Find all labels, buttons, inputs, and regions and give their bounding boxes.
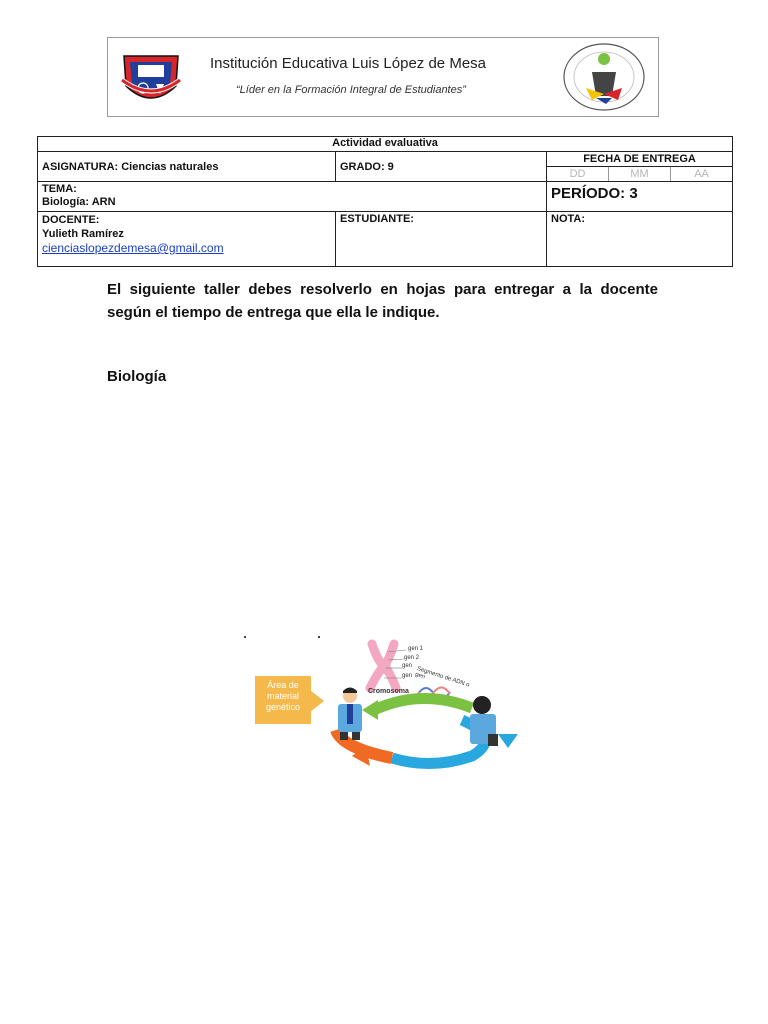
section-title: Biología <box>107 368 167 385</box>
gene-label: gen <box>402 673 413 679</box>
grado-cell: GRADO: 9 <box>336 152 547 182</box>
person-icon <box>338 688 362 741</box>
school-shield-logo <box>116 50 186 112</box>
table-title: Actividad evaluativa <box>38 137 733 152</box>
institution-slogan: “Líder en la Formación Integral de Estudiantes” <box>236 84 466 96</box>
material-genetico-callout: Área de material genético <box>255 676 311 724</box>
chromosome-icon <box>370 644 396 688</box>
fecha-mm: MM <box>609 167 671 181</box>
tema-value: Biología: ARN <box>42 196 116 208</box>
cromosoma-label: Cromosoma <box>368 688 409 695</box>
docente-label: DOCENTE: <box>42 214 100 226</box>
gene-label: gen 2 <box>404 655 420 661</box>
tema-cell <box>38 182 547 212</box>
school-emblem-logo <box>562 42 646 112</box>
fecha-entrega-cell <box>547 152 733 182</box>
gene-label: gen 1 <box>408 646 424 652</box>
fecha-entrega-label: FECHA DE ENTREGA <box>547 152 732 167</box>
activity-info-table <box>37 136 733 267</box>
docente-name: Yulieth Ramírez <box>42 228 124 240</box>
estudiante-cell: ESTUDIANTE: <box>336 212 547 267</box>
segmento-adn-label: Segmento de ADN o gen <box>414 666 471 689</box>
stray-dot <box>318 636 320 638</box>
nota-cell: NOTA: <box>547 212 733 267</box>
asignatura-cell: ASIGNATURA: Ciencias naturales <box>38 152 336 182</box>
periodo-cell: PERÍODO: 3 <box>547 182 733 212</box>
stray-dot <box>244 636 246 638</box>
gene-label: gen <box>402 663 413 669</box>
person-icon <box>470 696 498 746</box>
docente-cell <box>38 212 336 267</box>
genetic-cycle-illustration <box>322 638 527 770</box>
institution-title: Institución Educativa Luis López de Mesa <box>210 55 486 72</box>
fecha-entrega-fields <box>547 167 732 181</box>
fecha-aa: AA <box>694 168 709 180</box>
tema-label: TEMA: <box>42 183 77 195</box>
intro-paragraph: El siguiente taller debes resolverlo en hojas para entregar a la docente según el tiempo de entrega que ella le indique. <box>107 281 658 321</box>
docente-email-link[interactable]: cienciaslopezdemesa@gmail.com <box>42 241 224 255</box>
fecha-dd: DD <box>547 167 609 181</box>
